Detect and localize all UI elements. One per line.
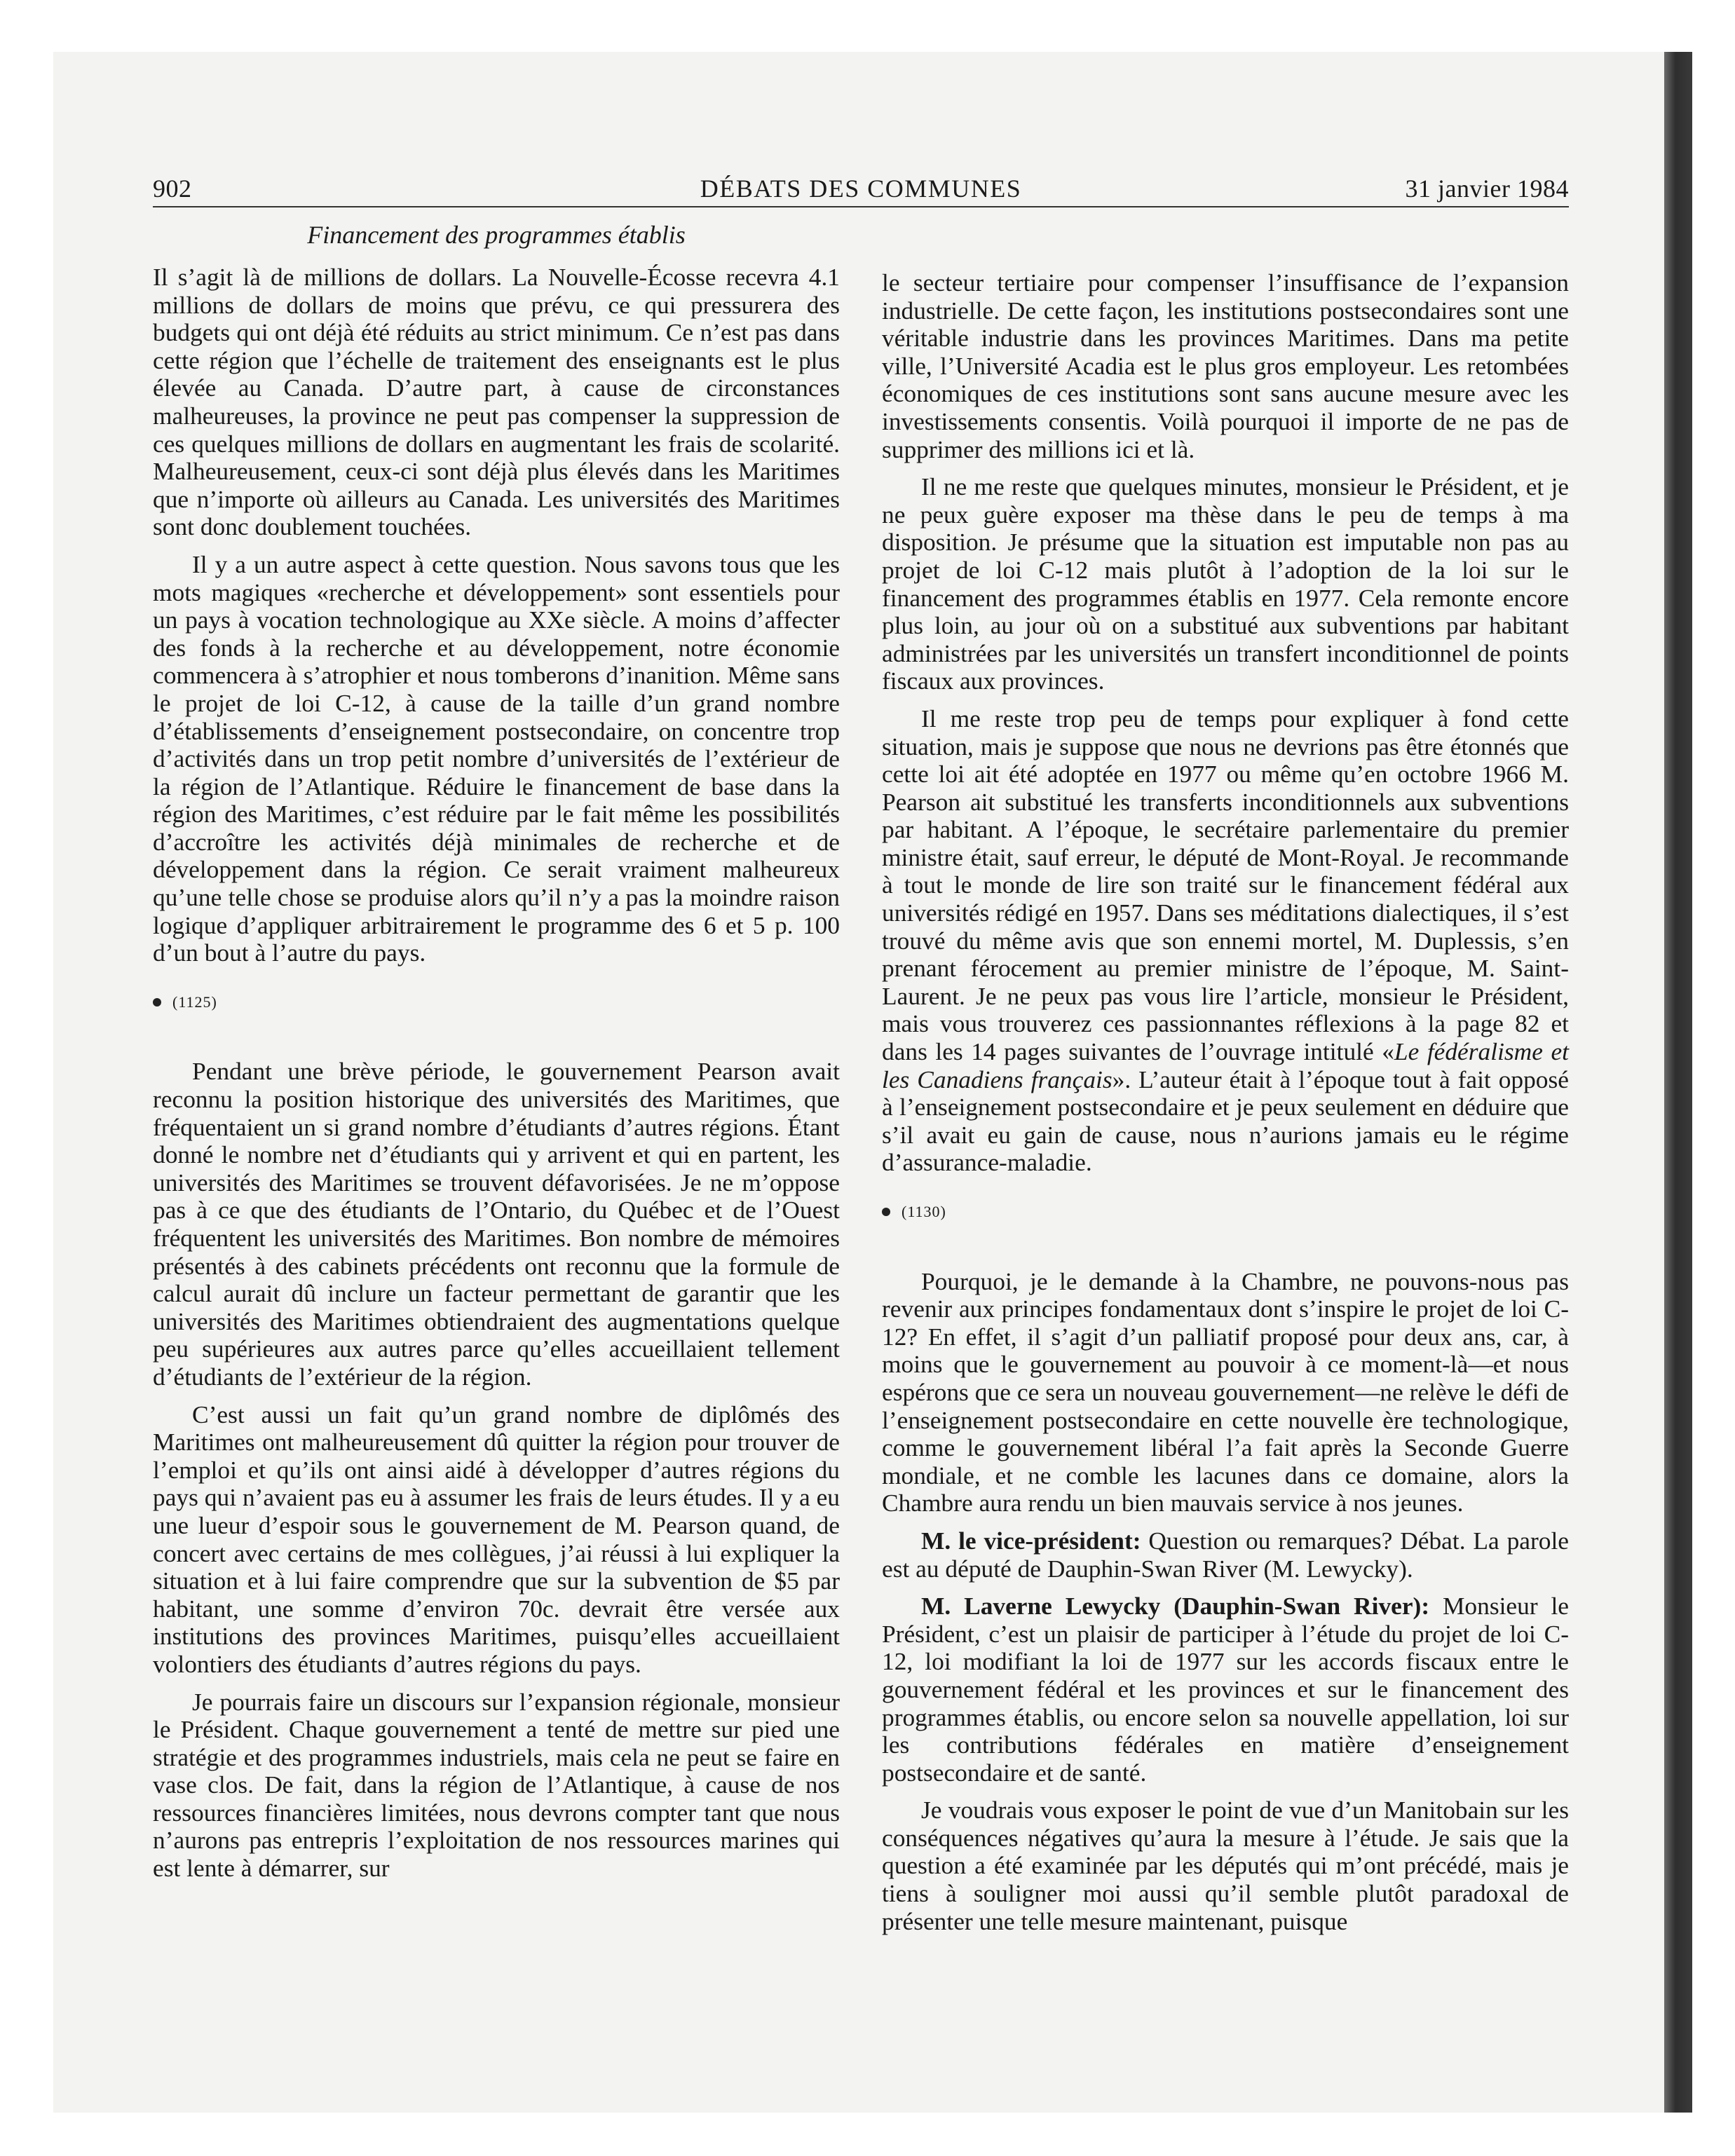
right-column (882, 269, 1569, 1945)
page-date: 31 janvier 1984 (1405, 175, 1569, 203)
time-marker-1130 (882, 1198, 1569, 1226)
left-paragraph-3: Pendant une brève période, le gouvernement Pearson avait reconnu la position historique des universités des Maritimes, que fréquentaient un si grand nombre d’étudiants d’autres régions. Étant donné le nombre net d’étudiants qui y arrivent et qui en partent, les universités des Maritimes se trouvent défavorisées. Je ne m’oppose pas à ce que des étudiants de l’Ontario, du Québec et de l’Ouest fréquentent les universités des Maritimes. Bon nombre de mémoires présentés à des cabinets précédents ont reconnu que la formule de calcul aurait dû inclure un facteur permettant de garantir que les universités des Maritimes obtiendraient des augmentations quelque peu supérieures aux autres parce qu’elles accueillaient tellement d’étudiants de l’extérieur de la région. (153, 1057, 840, 1391)
right-paragraph-6 (882, 1592, 1569, 1787)
page-number: 902 (153, 175, 192, 203)
paragraph-text: ». L’auteur était à l’époque tout à fait opposé à l’enseignement postsecondaire et je peux seulement en déduire que s’il avait eu gain de cause, nous n’aurions jamais eu le régime d’assurance-maladie. (882, 1065, 1569, 1177)
header-rule (153, 206, 1569, 207)
paragraph-text: Il me reste trop peu de temps pour expliquer à fond cette situation, mais je suppose que nous ne devrions pas être étonnés que cette loi ait été adoptée en 1977 ou même qu’en octobre 1966 M. Pearson ait substitué les transferts inconditionnels aux subventions par habitant. A l’époque, le secrétaire parlementaire du premier ministre était, sauf erreur, le député de Mont-Royal. Je recommande à tout le monde de lire son traité sur le financement fédéral aux universités rédigé en 1957. Dans ses méditations dialectiques, il s’est trouvé du même avis que son ennemi mortel, M. Duplessis, s’en prenant férocement au premier ministre de l’époque, M. Saint-Laurent. Je ne peux pas vous lire l’article, monsieur le Président, mais vous trouverez ces passionnantes réflexions à la page 82 et dans les 14 pages suivantes de l’ouvrage intitulé « (882, 704, 1569, 1066)
right-paragraph-1: le secteur tertiaire pour compenser l’insuffisance de l’expansion industrielle. De cette façon, les institutions postsecondaires sont une véritable industrie dans les provinces Maritimes. Dans ma petite ville, l’Université Acadia est le plus gros employeur. Les retombées économiques de ces institutions sont sans aucune mesure avec les investissements consentis. Voilà pourquoi il importe de ne pas de supprimer des millions ici et là. (882, 268, 1569, 463)
right-paragraph-5 (882, 1527, 1569, 1583)
scan-edge-shadow (1664, 52, 1692, 2113)
left-paragraph-4: C’est aussi un fait qu’un grand nombre de diplômés des Maritimes ont malheureusement dû quitter la région pour trouver de l’emploi et qu’ils ont ainsi aidé à développer d’autres régions du pays qui n’avaient pas eu à assumer les frais de leurs études. Il y a eu une lueur d’espoir sous le gouvernement de M. Pearson quand, de concert avec certains de mes collègues, j’ai réussi à lui expliquer la situation et à lui faire comprendre que sur la subvention de $5 par habitant, une somme d’environ 70c. devrait être versée aux institutions des provinces Maritimes, puisqu’elles accueillaient volontiers des étudiants d’autres régions du pays. (153, 1400, 840, 1678)
speech-text: Question ou remarques? Débat. La parole est au député de Dauphin-Swan River (M. Lewycky). (882, 1526, 1569, 1583)
time-marker-label: (1130) (901, 1203, 946, 1220)
left-paragraph-2: Il y a un autre aspect à cette question. Nous savons tous que les mots magiques «recherche et développement» sont essentiels pour un pays à vocation technologique au XXe siècle. A moins d’affecter des fonds à la recherche et au développement, notre économie commencera à s’atrophier et nous tomberons d’inanition. Même sans le projet de loi C-12, à cause de la taille d’un grand nombre d’établissements d’enseignement postsecondaire, on concentre trop d’activités dans un trop petit nombre d’universités de l’extérieur de la région de l’Atlantique. Réduire le financement de base dans la région des Maritimes, c’est réduire par le fait même les possibilités d’accroître les activités déjà minimales de recherche et de développement dans la région. Ce serait vraiment malheureux qu’une telle chose se produise alors qu’il n’y a pas la moindre raison logique d’appliquer arbitrairement le programme des 6 et 5 p. 100 d’un bout à l’autre du pays. (153, 550, 840, 967)
right-paragraph-3 (882, 705, 1569, 1177)
speaker-name: M. Laverne Lewycky (Dauphin-Swan River): (921, 1592, 1430, 1621)
time-marker-1125 (153, 988, 840, 1016)
right-paragraph-7: Je voudrais vous exposer le point de vue d’un Manitobain sur les conséquences négatives qu’aura la mesure à l’étude. Je sais que la question a été examinée par les députés qui m’ont précédé, mais je tiens à souligner moi aussi qu’il semble plutôt paradoxal de présenter une telle mesure maintenant, puisque (882, 1796, 1569, 1935)
speech-text: Monsieur le Président, c’est un plaisir de participer à l’étude du projet de loi C-12, loi modifiant la loi de 1977 sur les accords fiscaux entre le gouvernement fédéral et les provinces et sur le financement des programmes établis, ou encore selon sa nouvelle appellation, loi sur les contributions fédérales en matière d’enseignement postsecondaire et de santé. (882, 1592, 1569, 1787)
time-marker-label: (1125) (172, 992, 217, 1011)
left-column (153, 264, 840, 1892)
right-paragraph-2: Il ne me reste que quelques minutes, monsieur le Président, et je ne peux guère exposer ma thèse dans le peu de temps à ma disposition. Je présume que la situation est imputable non pas au projet de loi C-12 mais plutôt à l’adoption de la loi sur le financement des programmes établis en 1977. Cela remonte encore plus loin, au jour où on a substitué aux subventions par habitant administrées par les universités un transfert inconditionnel de points fiscaux aux provinces. (882, 472, 1569, 695)
publication-title: DÉBATS DES COMMUNES (700, 175, 1022, 203)
book-title: Le fédéralisme et les Canadiens français (882, 1037, 1569, 1093)
left-paragraph-1: Il s’agit là de millions de dollars. La Nouvelle-Écosse recevra 4.1 millions de dollars de moins que prévu, ce qui pressurera des budgets qui ont déjà été réduits au strict minimum. Ce n’est pas dans cette région que l’échelle de traitement des enseignants est le plus élevée au Canada. D’autre part, à cause de circonstances malheureuses, la province ne peut pas compenser la suppression de ces quelques millions de dollars en augmentant les frais de scolarité. Malheureusement, ceux-ci sont déjà plus élevés dans les Maritimes que n’importe où ailleurs au Canada. Les universités des Maritimes sont donc doublement touchées. (153, 263, 840, 541)
right-paragraph-4: Pourquoi, je le demande à la Chambre, ne pouvons-nous pas revenir aux principes fondamentaux dont s’inspire le projet de loi C-12? En effet, il s’agit d’un palliatif proposé pour deux ans, car, à moins que le gouvernement au pouvoir à ce moment-là—et nous espérons que ce sera un nouveau gouvernement—ne relève le défi de l’enseignement postsecondaire en cette nouvelle ère technologique, comme le gouvernement libéral l’a fait après la Seconde Guerre mondiale, et ne comble les lacunes dans ce domaine, alors la Chambre aura rendu un bien mauvais service à nos jeunes. (882, 1267, 1569, 1517)
page-header (153, 174, 1569, 210)
bullet-dot-icon (153, 998, 161, 1007)
subject-heading: Financement des programmes établis (307, 221, 686, 249)
speaker-name: M. le vice-président: (921, 1526, 1141, 1555)
bullet-dot-icon (882, 1208, 890, 1216)
left-paragraph-5: Je pourrais faire un discours sur l’expansion régionale, monsieur le Président. Chaque gouvernement a tenté de mettre sur pied une stratégie et des programmes industriels, mais cela ne peut se faire en vase clos. De fait, dans la région de l’Atlantique, à cause de nos ressources financières limitées, nous devrons compter tant que nous n’aurons pas entrepris l’exploitation de nos ressources marines qui est lente à démarrer, sur (153, 1687, 840, 1883)
